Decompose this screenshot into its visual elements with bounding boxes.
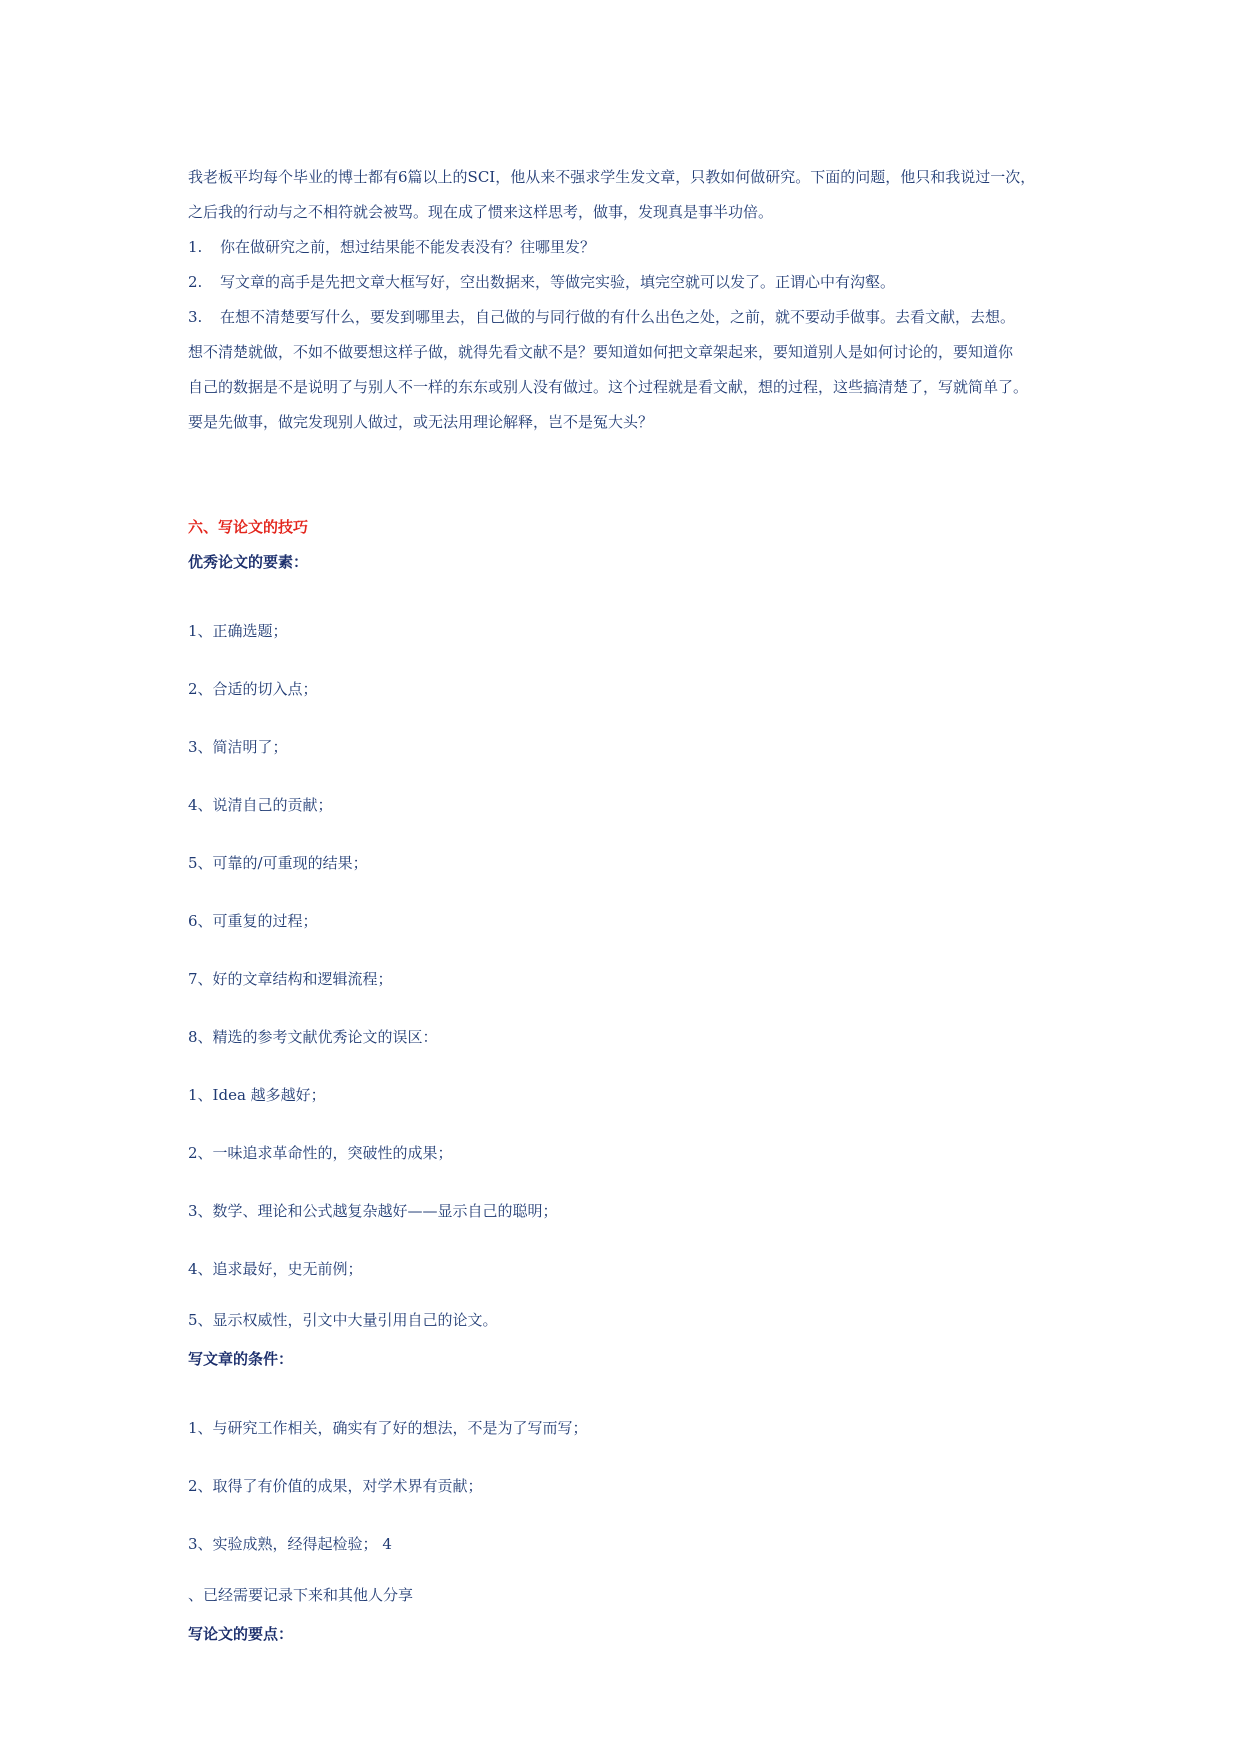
element-item-6: 6、可重复的过程； — [188, 912, 318, 930]
numbered-item-number: 2. — [188, 273, 203, 291]
element-item-1: 1、正确选题； — [188, 622, 288, 640]
numbered-item-number: 3. — [188, 308, 203, 326]
element-item-7: 7、好的文章结构和逻辑流程； — [188, 970, 393, 988]
keypoints-heading: 写论文的要点： — [188, 1625, 294, 1643]
numbered-item-text: 在想不清楚要写什么，要发到哪里去，自己做的与同行做的有什么出色之处，之前，就不要动手做事。去看文献，去想。 — [220, 308, 1016, 326]
section-title: 六、写论文的技巧 — [188, 518, 309, 536]
pitfall-item-5: 5、显示权威性，引文中大量引用自己的论文。 — [188, 1311, 498, 1329]
numbered-item-1 — [188, 230, 1068, 265]
elements-heading: 优秀论文的要素： — [188, 553, 309, 571]
pitfall-item-2: 2、一味追求革命性的，突破性的成果； — [188, 1144, 453, 1162]
pitfall-item-3: 3、数学、理论和公式越复杂越好——显示自己的聪明； — [188, 1202, 558, 1220]
element-item-5: 5、可靠的/可重现的结果； — [188, 854, 368, 872]
element-item-3: 3、简洁明了； — [188, 738, 288, 756]
numbered-item-3 — [188, 300, 1068, 335]
document-page — [188, 160, 1068, 1652]
numbered-item-text: 写文章的高手是先把文章大框写好，空出数据来，等做完实验，填完空就可以发了。正谓心中有沟壑。 — [220, 273, 896, 291]
conditions-heading: 写文章的条件： — [188, 1350, 294, 1368]
continuation-line-2: 自己的数据是不是说明了与别人不一样的东东或别人没有做过。这个过程就是看文献，想的过程，这些搞清楚了，写就简单了。 — [188, 378, 1029, 396]
spacer — [188, 580, 1068, 602]
pitfall-item-4: 4、追求最好，史无前例； — [188, 1260, 363, 1278]
continuation-line-1: 想不清楚就做，不如不做要想这样子做，就得先看文献不是？要知道如何把文章架起来，要知道别人是如何讨论的，要知道你 — [188, 343, 1014, 361]
numbered-item-number: 1. — [188, 238, 203, 256]
condition-item-2: 2、取得了有价值的成果，对学术界有贡献； — [188, 1477, 483, 1495]
numbered-item-2 — [188, 265, 1068, 300]
intro-line-2: 之后我的行动与之不相符就会被骂。现在成了惯来这样思考，做事，发现真是事半功倍。 — [188, 203, 774, 221]
spacer — [188, 1377, 1068, 1399]
condition-item-4: 、已经需要记录下来和其他人分享 — [188, 1586, 414, 1604]
numbered-item-text: 你在做研究之前，想过结果能不能发表没有？往哪里发？ — [220, 238, 596, 256]
condition-item-3: 3、实验成熟，经得起检验； 4 — [188, 1535, 392, 1553]
pitfall-item-1: 1、Idea 越多越好； — [188, 1086, 326, 1104]
section-spacer — [188, 440, 1068, 510]
condition-item-1: 1、与研究工作相关，确实有了好的想法，不是为了写而写； — [188, 1419, 588, 1437]
continuation-line-3: 要是先做事，做完发现别人做过，或无法用理论解释，岂不是冤大头？ — [188, 413, 654, 431]
element-item-4: 4、说清自己的贡献； — [188, 796, 333, 814]
element-item-2: 2、合适的切入点； — [188, 680, 318, 698]
element-item-8: 8、精选的参考文献优秀论文的误区： — [188, 1028, 438, 1046]
intro-line-1: 我老板平均每个毕业的博士都有6篇以上的SCI，他从来不强求学生发文章，只教如何做研究。下面的问题，他只和我说过一次， — [188, 168, 1036, 186]
